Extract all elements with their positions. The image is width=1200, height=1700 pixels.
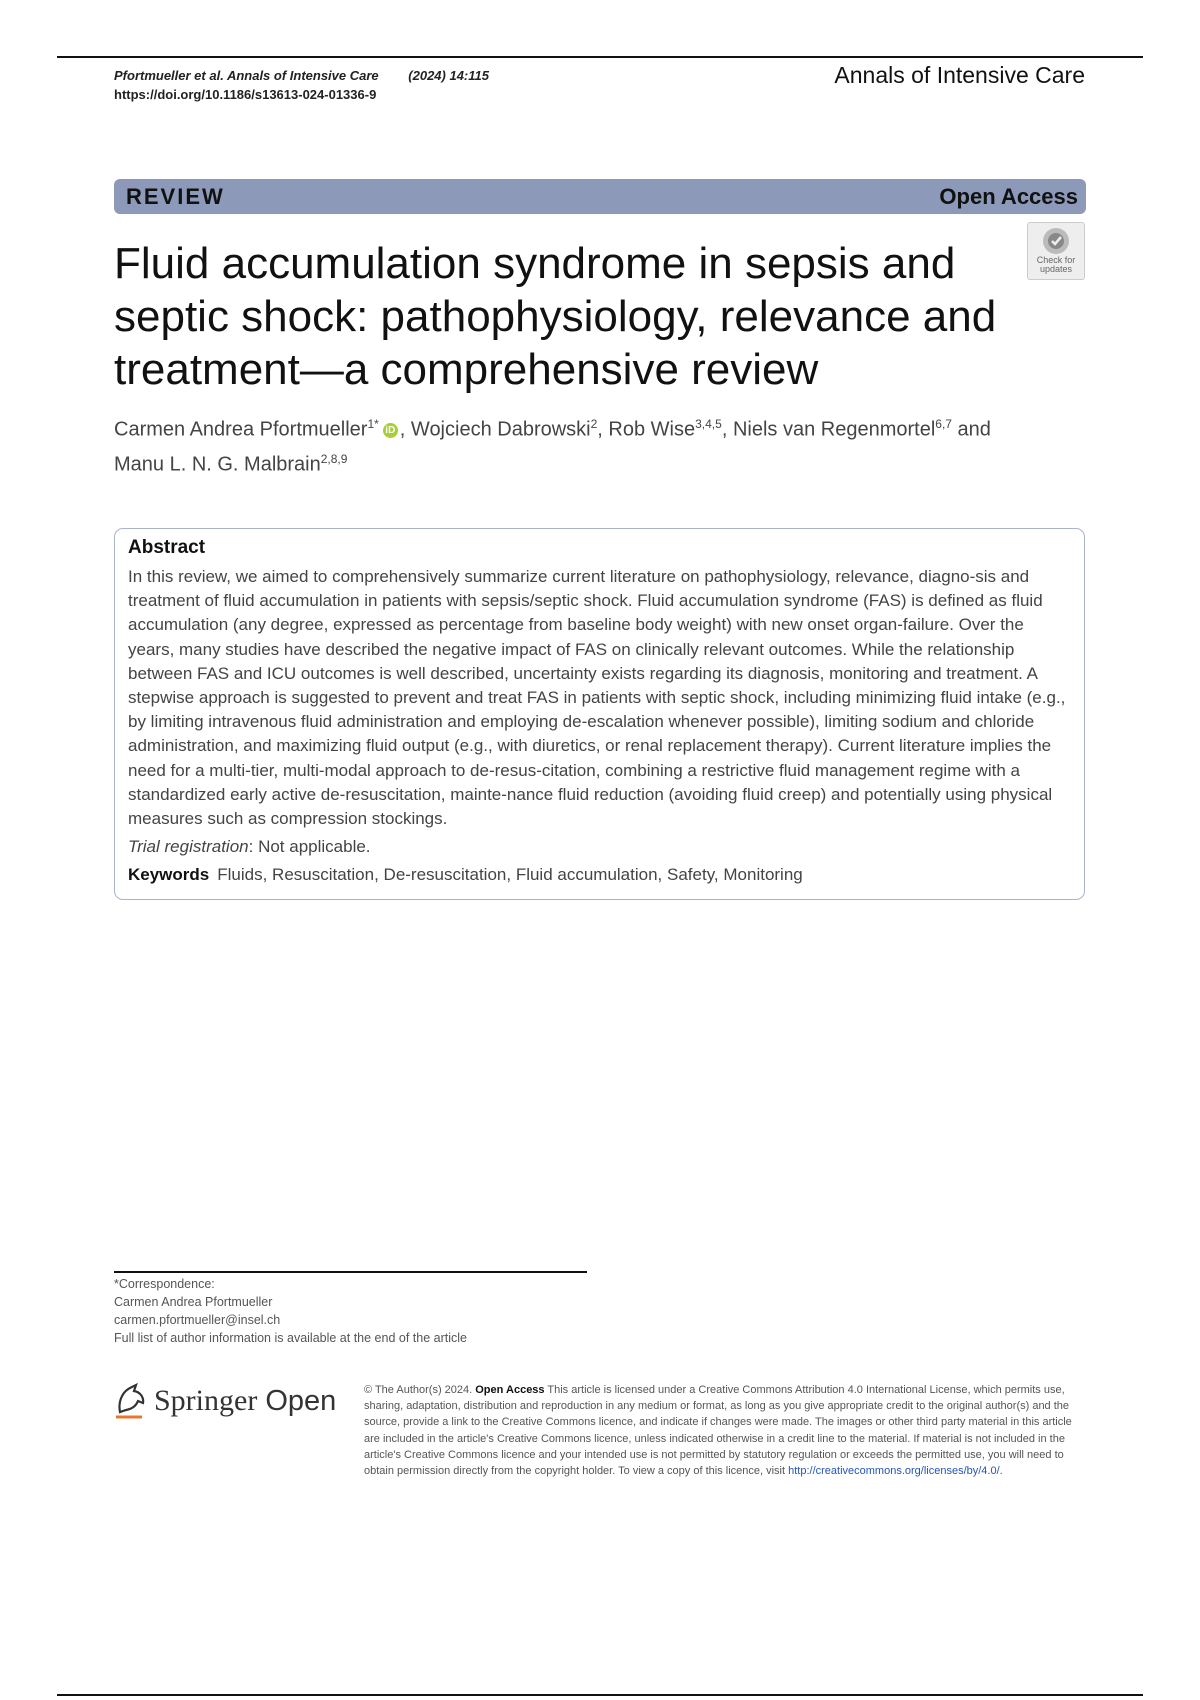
article-title: Fluid accumulation syndrome in sepsis and septic shock: pathophysiology, relevance and treatment—a comprehensive review — [114, 239, 997, 394]
correspondence-email[interactable]: carmen.pfortmueller@insel.ch — [114, 1313, 281, 1327]
author-affiliation: 2,8,9 — [320, 451, 348, 466]
article-type: REVIEW — [126, 183, 225, 209]
trial-registration-label: Trial registration — [128, 837, 249, 857]
abstract-heading: Abstract — [128, 537, 206, 558]
correspondence-name: Carmen Andrea Pfortmueller — [114, 1295, 273, 1309]
doi-link[interactable]: https://doi.org/10.1186/s13613-024-01336-9 — [114, 87, 377, 102]
author-conjunction: and — [957, 418, 991, 441]
license-suffix: . — [999, 1465, 1003, 1478]
license-link[interactable]: http://creativecommons.org/licenses/by/4.0/ — [788, 1465, 1000, 1478]
abstract-text: In this review, we aimed to comprehensively summarize current literature on pathophysiology, relevance, diagno-sis and treatment of fluid accumulation in patients with sepsis/septic shock. Fluid accumulation syndrome (FAS) is defined as fluid accumulation (any degree, expressed as percentage from baseline body weight) with new onset organ-failure. Over the years, many studies have described the negative impact of FAS on clinically relevant outcomes. While the relationship between FAS and ICU outcomes is well described, uncertainty exists regarding its diagnosis, monitoring and treatment. A stepwise approach is suggested to prevent and treat FAS in patients with septic shock, including minimizing fluid intake (e.g., by limiting intravenous fluid administration and employing de-escalation whenever possible), limiting sodium and chloride administration, and maximizing fluid output (e.g., with diuretics, or renal replacement therapy). Current literature implies the need for a multi-tier, multi-modal approach to de-resus-citation, combining a restrictive fluid management regime with a standardized early active de-resuscitation, mainte-nance fluid reduction (avoiding fluid creep) and potentially using physical measures such as compression stockings. — [128, 567, 1066, 829]
author-info-note: Full list of author information is available at the end of the article — [114, 1331, 467, 1345]
author-affiliation: 3,4,5 — [695, 417, 722, 431]
open-access-label: Open Access — [939, 183, 1078, 209]
author-affiliation: 2 — [590, 417, 598, 431]
keywords-label: Keywords — [128, 865, 210, 885]
author-name[interactable]: Carmen Andrea Pfortmueller — [114, 418, 368, 441]
correspondence-footnote — [114, 1275, 467, 1347]
check-for-updates-badge[interactable] — [1027, 222, 1085, 280]
keywords — [128, 865, 1072, 885]
orcid-icon[interactable]: iD — [383, 423, 398, 438]
footnote-rule — [114, 1271, 587, 1273]
license-text — [364, 1382, 1084, 1479]
license-body: This article is licensed under a Creative Commons Attribution 4.0 International License, which permits use, sharing, adaptation, distribution and reproduction in any medium or format, as long as you give appropriate credit to the original author(s) and the source, provide a link to the Creative Commons licence, and indicate if changes were made. The images or other third party material in this article are included in the article's Creative Commons licence, unless indicated otherwise in a credit line to the material. If material is not included in the article's Creative Commons licence and your intended use is not permitted by statutory regulation or exceeds the permitted use, you will need to obtain permission directly from the copyright holder. To view a copy of this licence, visit — [364, 1384, 1072, 1478]
author-name[interactable]: Manu L. N. G. Malbrain — [114, 453, 321, 476]
author-list: Carmen Andrea Pfortmueller$^{1*}$ iD , Wojciech Dabrowski$^2$, Rob Wise$^{3,4,5}$, Niels van Regenmortel$^{6,7}$ and Manu L. N. G. Malbrain$^{2,8,9}$ — [114, 417, 991, 476]
publisher-logo[interactable] — [114, 1382, 336, 1420]
bottom-rule — [57, 1694, 1143, 1696]
keywords-list: Fluids, Resuscitation, De-resuscitation, Fluid accumulation, Safety, Monitoring — [217, 865, 803, 885]
license-open-access-label: Open Access — [475, 1384, 545, 1396]
author-name[interactable]: Niels van Regenmortel — [732, 418, 936, 441]
author-affiliation: 6,7 — [935, 417, 952, 431]
article-type-banner — [114, 179, 1086, 214]
top-rule — [57, 56, 1143, 58]
springer-horse-icon — [114, 1382, 148, 1420]
trial-registration — [128, 837, 1072, 857]
publisher-name: Springer — [154, 1384, 258, 1417]
updates-line1: Check for — [1036, 255, 1076, 265]
author-name[interactable]: Rob Wise — [608, 418, 696, 441]
author-name[interactable]: Wojciech Dabrowski — [410, 418, 591, 441]
citation-block — [114, 66, 489, 104]
trial-registration-value: : Not applicable. — [248, 837, 371, 857]
check-for-updates-icon — [1041, 226, 1071, 256]
abstract-box — [114, 528, 1085, 900]
license-prefix: © The Author(s) 2024. — [364, 1384, 473, 1396]
author-affiliation: 1* — [367, 417, 379, 431]
citation-authors: Pfortmueller et al. Annals of Intensive Care — [114, 68, 379, 83]
journal-name: Annals of Intensive Care — [834, 62, 1085, 88]
correspondence-label: *Correspondence: — [114, 1277, 215, 1291]
updates-line2: updates — [1039, 264, 1072, 274]
citation-volume: (2024) 14:115 — [408, 68, 489, 83]
publisher-suffix: Open — [265, 1384, 337, 1417]
